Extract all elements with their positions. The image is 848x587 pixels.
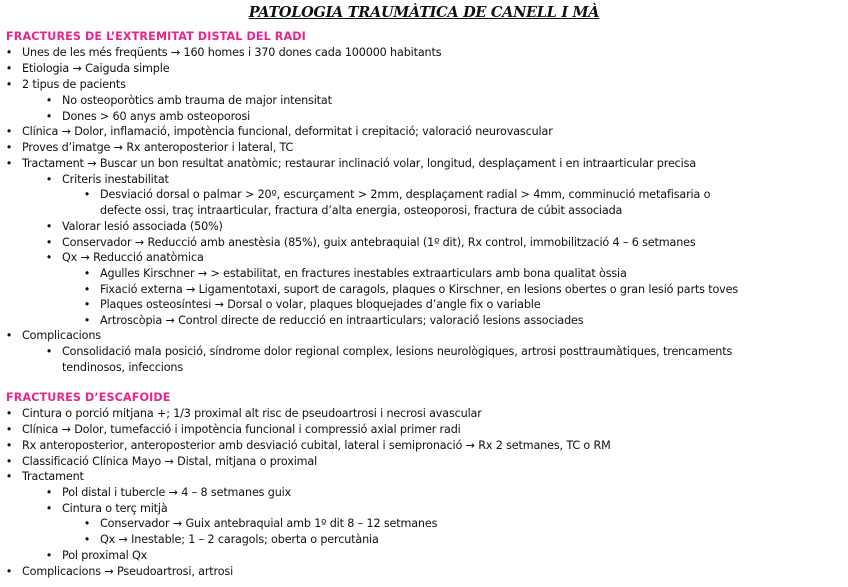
list-item: Conservador → Reducció amb anestèsia (85%), guix antebraquial (1º dit), Rx control, immobilització 4 – 6 setmanes [62,236,696,249]
list-item: Conservador → Guix antebraquial amb 1º dit 8 – 12 setmanes [100,517,438,530]
bullet-marker: • [83,517,91,530]
list-item: Pol distal i tubercle → 4 – 8 setmanes guix [62,486,292,499]
list-item: No osteoporòtics amb trauma de major intensitat [62,94,332,107]
list-item: Qx → Reducció anatòmica [62,251,204,264]
list-item: Fixació externa → Ligamentotaxi, suport de caragols, plaques o Kirschner, en lesions obertes o gran lesió parts toves [100,283,739,296]
bullet-marker: • [83,188,91,201]
list-item: Tractament [22,470,84,483]
bullet-marker: • [5,78,13,91]
bullet-marker: • [45,220,53,233]
bullet-marker: • [45,251,53,264]
bullet-marker: • [45,110,53,123]
bullet-marker: • [5,157,13,170]
list-item: Unes de les més freqüents → 160 homes i 370 dones cada 100000 habitants [22,46,442,59]
bullet-marker: • [83,283,91,296]
bullet-marker: • [5,455,13,468]
bullet-marker: • [5,565,13,578]
list-item: Tractament → Buscar un bon resultat anatòmic; restaurar inclinació volar, longitud, desplaçament i en intraarticular precisa [22,157,697,170]
bullet-marker: • [83,314,91,327]
list-item: Complicacions [22,329,101,342]
list-item: Consolidació mala posició, síndrome dolor regional complex, lesions neurològiques, artrosi posttraumàtiques, trencaments [62,345,733,358]
bullet-marker: • [45,549,53,562]
bullet-marker: • [5,423,13,436]
section-heading-radi: FRACTURES DE L’EXTREMITAT DISTAL DEL RADI [6,30,306,43]
bullet-marker: • [45,236,53,249]
bullet-marker: • [5,141,13,154]
list-item: Agulles Kirschner → > estabilitat, en fractures inestables extraarticulars amb bona qualitat òssia [100,267,627,280]
bullet-marker: • [45,173,53,186]
bullet-marker: • [5,62,13,75]
list-item: Plaques osteosíntesi → Dorsal o volar, plaques bloquejades d’angle fix o variable [100,298,541,311]
bullet-marker: • [5,407,13,420]
bullet-marker: • [5,329,13,342]
list-item: Pol proximal Qx [62,549,148,562]
bullet-marker: • [5,439,13,452]
list-item: Classificació Clínica Mayo → Distal, mitjana o proximal [22,455,318,468]
list-item: Desviació dorsal o palmar > 20º, escurçament > 2mm, desplaçament radial > 4mm, comminució metafisaria o [100,188,711,201]
bullet-marker: • [5,46,13,59]
page-title: PATOLOGIA TRAUMÀTICA DE CANELL I MÀ [248,4,600,21]
list-item: 2 tipus de pacients [22,78,126,91]
list-item: Artroscòpia → Control directe de reducció en intraarticulars; valoració lesions associades [100,314,584,327]
list-item: Clínica → Dolor, tumefacció i impotència funcional i compressió axial primer radi [22,423,461,436]
list-item: Dones > 60 anys amb osteoporosi [62,110,251,123]
list-item: Criteris inestabilitat [62,173,169,186]
list-item: Cintura o porció mitjana +; 1/3 proximal alt risc de pseudoartrosi i necrosi avascular [22,407,482,420]
bullet-marker: • [45,345,53,358]
bullet-marker: • [83,298,91,311]
bullet-marker: • [83,533,91,546]
section-heading-escafoide: FRACTURES D’ESCAFOIDE [6,391,171,404]
bullet-marker: • [5,125,13,138]
list-item: Qx → Inestable; 1 – 2 caragols; oberta o percutània [100,533,379,546]
bullet-marker: • [5,470,13,483]
list-item: Clínica → Dolor, inflamació, impotència funcional, deformitat i crepitació; valoració neurovascular [22,125,553,138]
bullet-marker: • [45,486,53,499]
bullet-marker: • [45,502,53,515]
list-item: Etiologia → Caiguda simple [22,62,170,75]
list-item: Proves d’imatge → Rx anteroposterior i lateral, TC [22,141,294,154]
list-item-continuation: defecte ossi, traç intraarticular, fractura d’alta energia, osteoporosi, fractura de cúbit associada [100,204,623,217]
list-item: Rx anteroposterior, anteroposterior amb desviació cubital, lateral i semipronació → Rx 2 setmanes, TC o RM [22,439,611,452]
list-item: Valorar lesió associada (50%) [62,220,223,233]
list-item: Complicacions → Pseudoartrosi, artrosi [22,565,234,578]
bullet-marker: • [83,267,91,280]
bullet-marker: • [45,94,53,107]
list-item: Cintura o terç mitjà [62,502,168,515]
list-item-continuation: tendinosos, infeccions [62,361,184,374]
